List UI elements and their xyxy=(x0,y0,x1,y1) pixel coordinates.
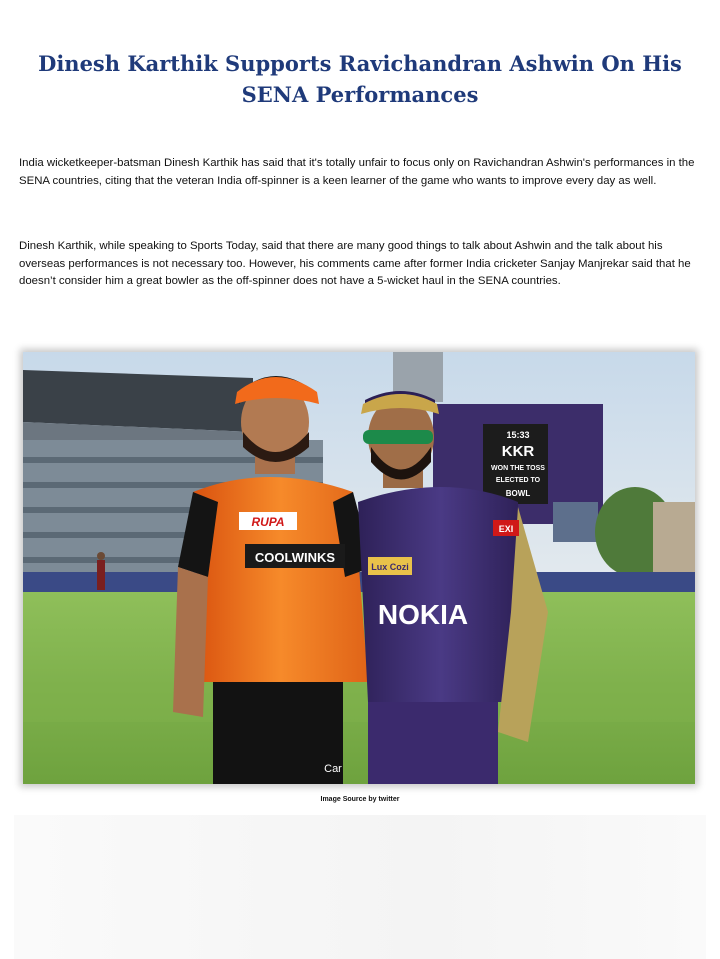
scoreboard-line-4: BOWL xyxy=(505,489,531,498)
right-sleeve-sponsor: EXI xyxy=(498,524,514,534)
scoreboard-team: KKR xyxy=(501,443,535,460)
article-paragraph-1: India wicketkeeper-batsman Dinesh Karthik has said that it's totally unfair to focus only on Ravichandran Ashwin's performances in the SENA countries, citing that the veteran India off-spinner is a keen learner of the game who wants to improve every day as well. xyxy=(19,157,695,187)
left-jersey-sponsor-2: COOLWINKS xyxy=(254,550,336,565)
image-caption: Image Source by twitter xyxy=(320,796,400,803)
scoreboard-time: 15:33 xyxy=(506,430,530,440)
empty-page-area xyxy=(14,815,706,959)
scoreboard-line-3: ELECTED TO xyxy=(495,477,541,484)
right-jersey-sponsor-2: Lux Cozi xyxy=(371,562,409,572)
scoreboard-line-2: WON THE TOSS xyxy=(491,465,545,472)
right-jersey-sponsor-1: NOKIA xyxy=(377,599,469,630)
photo-illustration xyxy=(23,352,695,784)
article-photo xyxy=(23,352,695,784)
left-trouser-brand: Car xyxy=(324,763,342,775)
left-jersey-sponsor-1: RUPA xyxy=(251,515,285,529)
article-title: Dinesh Karthik Supports Ravichandran Ashwin On His SENA Performances xyxy=(38,51,682,107)
article-paragraph-2: Dinesh Karthik, while speaking to Sports Today, said that there are many good things to talk about Ashwin and the talk about his overseas performances is not necessary too. However, his comments came after former India cricketer Sanjay Manjrekar said that he doesn’t consider him a great bowler as the off-spinner does not have a 5-wicket haul in the SENA countries. xyxy=(19,240,691,287)
